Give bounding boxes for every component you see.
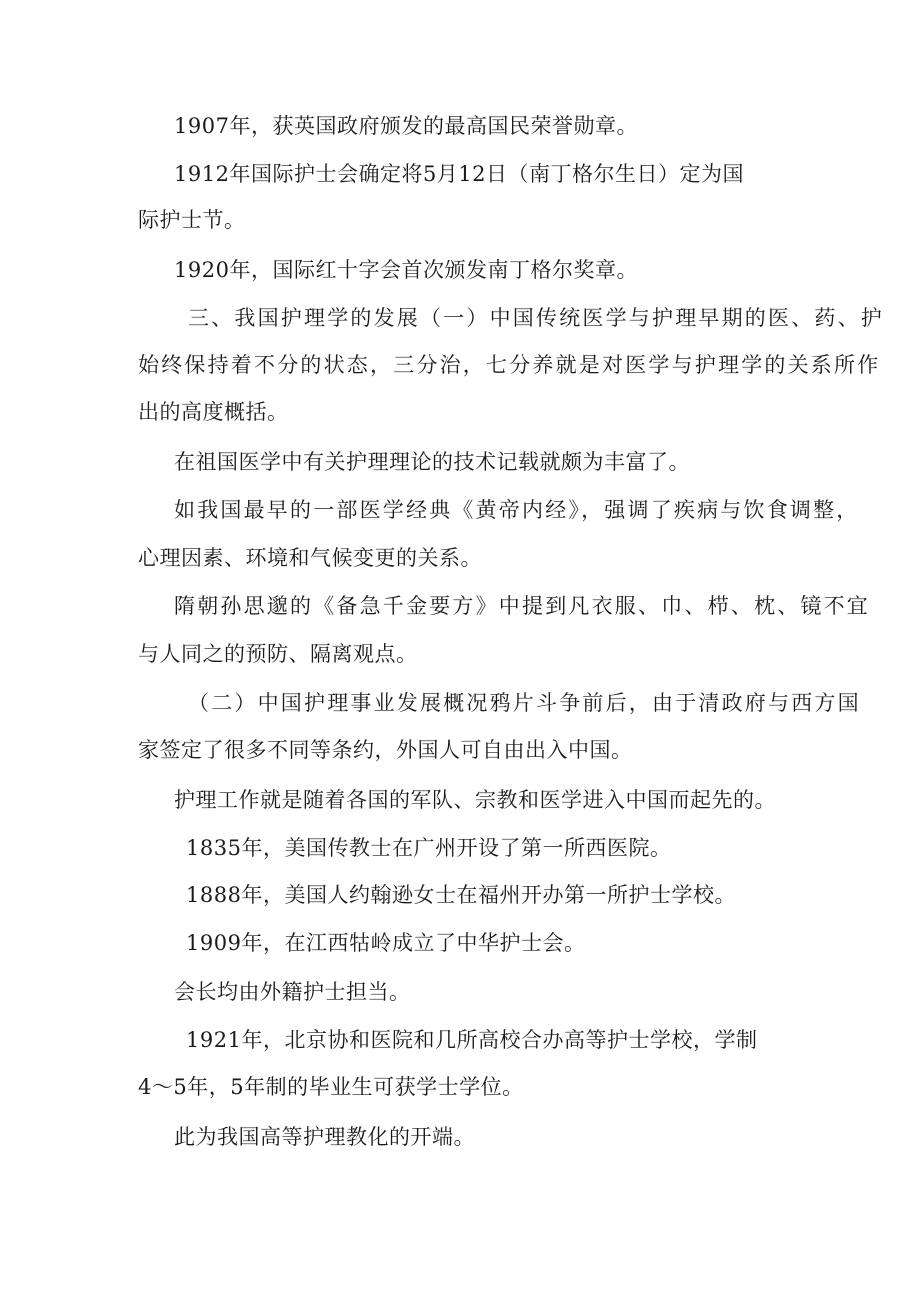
text-line-1909: 1909年，在江西牯岭成立了中华护士会。 <box>186 931 586 955</box>
text-line-suichao: 隋朝孙思邈的《备急千金要方》中提到凡衣服、巾、栉、枕、镜不宜 <box>174 594 870 618</box>
text-line-huli-gongzuo: 护理工作就是随着各国的军队、宗教和医学进入中国而起先的。 <box>174 788 776 812</box>
text-line-suichao-cont: 与人同之的预防、隔离观点。 <box>138 642 418 666</box>
text-line-subsection-two-cont: 家签定了很多不同等条约，外国人可自由出入中国。 <box>138 738 633 762</box>
text-line-1912-cont: 际护士节。 <box>138 208 246 232</box>
text-line-section-three-2: 始终保持着不分的状态，三分治，七分养就是对医学与护理学的关系所作 <box>138 353 881 377</box>
text-line-1835: 1835年，美国传教士在广州开设了第一所西医院。 <box>186 836 672 860</box>
text-line-huizhang: 会长均由外籍护士担当。 <box>174 980 411 1004</box>
text-line-huangdi-cont: 心理因素、环境和气候变更的关系。 <box>138 546 482 570</box>
text-line-huangdi: 如我国最早的一部医学经典《黄帝内经》，强调了疾病与饮食调整， <box>174 498 860 522</box>
text-line-1907: 1907年，获英国政府颁发的最高国民荣誉勋章。 <box>174 114 638 138</box>
text-line-1921-cont: 4～5年，5年制的毕业生可获学士学位。 <box>138 1075 524 1099</box>
text-line-1912: 1912年国际护士会确定将5月12日（南丁格尔生日）定为国 <box>174 162 745 186</box>
text-line-section-three-3: 出的高度概括。 <box>138 400 289 424</box>
subsection-two-heading: （二）中国护理事业发展概况鸦片斗争前后，由于清政府与西方国 <box>188 691 861 715</box>
section-three-heading: 三、我国护理学的发展（一）中国传统医学与护理早期的医、药、护 <box>188 306 884 330</box>
text-line-1920: 1920年，国际红十字会首次颁发南丁格尔奖章。 <box>174 258 638 282</box>
text-line-zuguo: 在祖国医学中有关护理理论的技术记载就颇为丰富了。 <box>174 450 690 474</box>
text-line-kaiduan: 此为我国高等护理教化的开端。 <box>174 1125 475 1149</box>
text-line-1888: 1888年，美国人约翰逊女士在福州开办第一所护士学校。 <box>186 883 736 907</box>
text-line-1921: 1921年，北京协和医院和几所高校合办高等护士学校，学制 <box>186 1028 758 1052</box>
